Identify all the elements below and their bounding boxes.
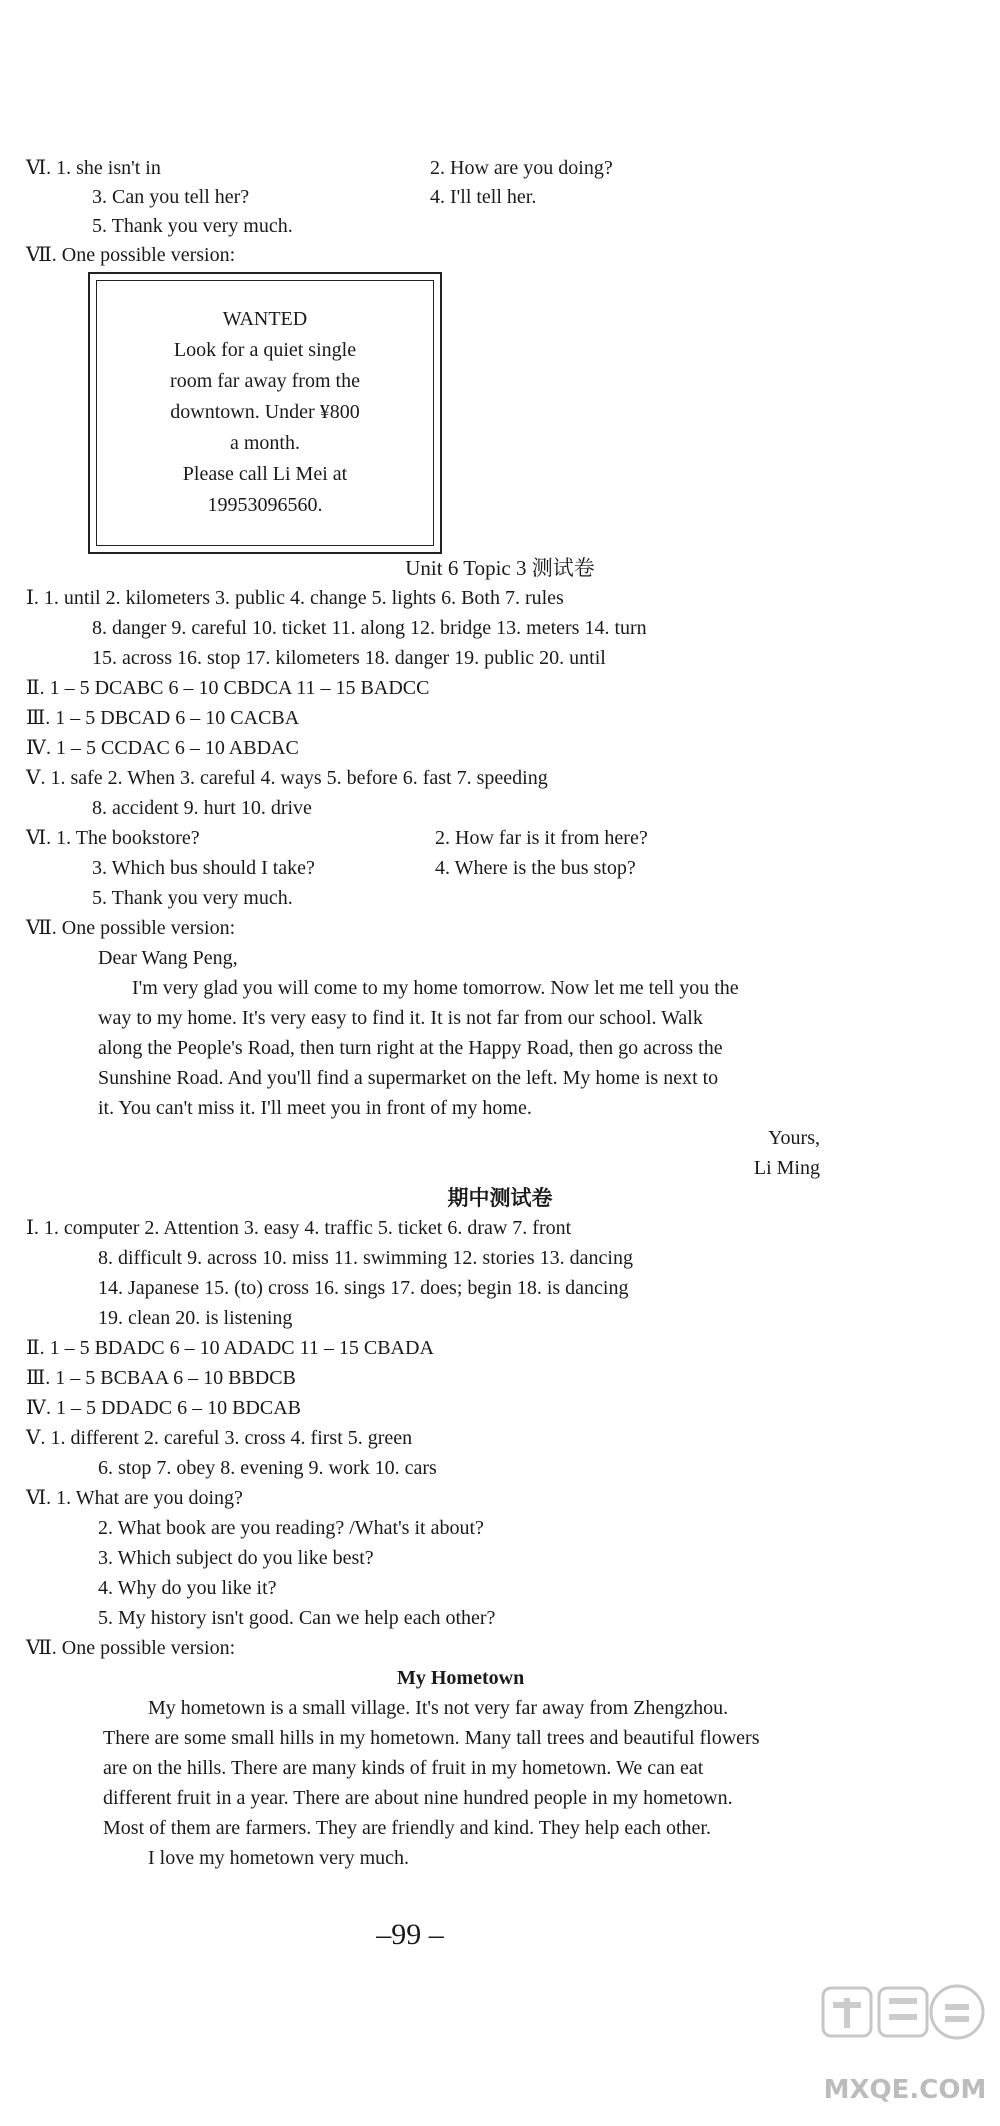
unit6-vi-5: 5. Thank you very much. xyxy=(92,887,293,909)
wanted-line: downtown. Under ¥800 xyxy=(170,401,360,423)
midterm-i-line-1: Ⅰ. 1. computer 2. Attention 3. easy 4. traffic 5. ticket 6. draw 7. front xyxy=(26,1217,572,1239)
letter-line: way to my home. It's very easy to find it. It is not far from our school. Walk xyxy=(98,1007,703,1029)
answer-vi-1: Ⅵ. 1. she isn't in xyxy=(26,157,161,179)
midterm-v-line-1: Ⅴ. 1. different 2. careful 3. cross 4. first 5. green xyxy=(26,1427,413,1449)
unit6-iv: Ⅳ. 1 – 5 CCDAC 6 – 10 ABDAC xyxy=(26,737,299,759)
unit6-ii: Ⅱ. 1 – 5 DCABC 6 – 10 CBDCA 11 – 15 BADCC xyxy=(26,677,430,699)
unit6-v-line-2: 8. accident 9. hurt 10. drive xyxy=(92,797,312,819)
answer-vii: Ⅶ. One possible version: xyxy=(26,244,236,266)
wanted-line: a month. xyxy=(230,432,300,454)
wanted-notice-box xyxy=(88,272,442,554)
midterm-vi-3: 3. Which subject do you like best? xyxy=(98,1547,374,1569)
midterm-i-line-4: 19. clean 20. is listening xyxy=(98,1307,293,1329)
essay-title: My Hometown xyxy=(397,1667,525,1689)
midterm-vi-2: 2. What book are you reading? /What's it about? xyxy=(98,1517,484,1539)
unit6-i-line-1: Ⅰ. 1. until 2. kilometers 3. public 4. change 5. lights 6. Both 7. rules xyxy=(26,587,564,609)
letter-line: I'm very glad you will come to my home tomorrow. Now let me tell you the xyxy=(132,977,739,999)
unit6-vi-4: 4. Where is the bus stop? xyxy=(435,857,636,879)
midterm-iv: Ⅳ. 1 – 5 DDADC 6 – 10 BDCAB xyxy=(26,1397,301,1419)
essay-line: My hometown is a small village. It's not very far away from Zhengzhou. xyxy=(148,1697,729,1719)
midterm-vi-4: 4. Why do you like it? xyxy=(98,1577,277,1599)
unit6-vi-2: 2. How far is it from here? xyxy=(435,827,648,849)
answer-vi-2: 2. How are you doing? xyxy=(430,157,613,179)
watermark-logo xyxy=(815,1968,995,2118)
letter-line: Sunshine Road. And you'll find a supermarket on the left. My home is next to xyxy=(98,1067,719,1089)
midterm-vii: Ⅶ. One possible version: xyxy=(26,1637,236,1659)
letter-signature: Li Ming xyxy=(753,1157,820,1179)
unit6-i-line-3: 15. across 16. stop 17. kilometers 18. danger 19. public 20. until xyxy=(92,647,606,669)
unit6-v-line-1: Ⅴ. 1. safe 2. When 3. careful 4. ways 5. before 6. fast 7. speeding xyxy=(26,767,548,789)
essay-line: I love my hometown very much. xyxy=(148,1847,410,1869)
answer-vi-3: 3. Can you tell her? xyxy=(92,186,250,208)
wanted-title: WANTED xyxy=(222,308,308,330)
letter-line: it. You can't miss it. I'll meet you in front of my home. xyxy=(98,1097,532,1119)
midterm-vi-1: Ⅵ. 1. What are you doing? xyxy=(26,1487,243,1509)
wanted-line: Please call Li Mei at xyxy=(182,463,348,485)
unit6-vii: Ⅶ. One possible version: xyxy=(26,917,236,939)
letter-closing: Yours, xyxy=(768,1127,820,1149)
midterm-vi-5: 5. My history isn't good. Can we help each other? xyxy=(98,1607,496,1629)
answer-vi-5: 5. Thank you very much. xyxy=(92,215,293,237)
wanted-line: Look for a quiet single xyxy=(173,339,357,361)
unit6-iii: Ⅲ. 1 – 5 DBCAD 6 – 10 CACBA xyxy=(26,707,300,729)
letter-line: along the People's Road, then turn right at the Happy Road, then go across the xyxy=(98,1037,723,1059)
essay-line: There are some small hills in my hometown. Many tall trees and beautiful flowers xyxy=(103,1727,760,1749)
unit6-vi-1: Ⅵ. 1. The bookstore? xyxy=(26,827,200,849)
answer-vi-4: 4. I'll tell her. xyxy=(430,186,537,208)
section-heading-unit6: Unit 6 Topic 3 测试卷 xyxy=(405,556,595,580)
midterm-v-line-2: 6. stop 7. obey 8. evening 9. work 10. cars xyxy=(98,1457,437,1479)
midterm-i-line-3: 14. Japanese 15. (to) cross 16. sings 17. does; begin 18. is dancing xyxy=(98,1277,629,1299)
watermark-url: MXQE.COM xyxy=(823,2075,987,2105)
essay-line: different fruit in a year. There are about nine hundred people in my hometown. xyxy=(103,1787,733,1809)
unit6-i-line-2: 8. danger 9. careful 10. ticket 11. along 12. bridge 13. meters 14. turn xyxy=(92,617,647,639)
essay-line: Most of them are farmers. They are friendly and kind. They help each other. xyxy=(103,1817,711,1839)
unit6-vi-3: 3. Which bus should I take? xyxy=(92,857,315,879)
wanted-notice-text xyxy=(90,304,440,521)
midterm-iii: Ⅲ. 1 – 5 BCBAA 6 – 10 BBDCB xyxy=(26,1367,296,1389)
midterm-ii: Ⅱ. 1 – 5 BDADC 6 – 10 ADADC 11 – 15 CBADA xyxy=(26,1337,434,1359)
wanted-line: 19953096560. xyxy=(207,494,323,516)
midterm-i-line-2: 8. difficult 9. across 10. miss 11. swimming 12. stories 13. dancing xyxy=(98,1247,633,1269)
essay-line: are on the hills. There are many kinds of fruit in my hometown. We can eat xyxy=(103,1757,704,1779)
section-heading-midterm: 期中测试卷 xyxy=(447,1186,553,1210)
letter-greeting: Dear Wang Peng, xyxy=(98,947,238,969)
page-number: –99 – xyxy=(376,1918,444,1951)
wanted-line: room far away from the xyxy=(170,370,360,392)
